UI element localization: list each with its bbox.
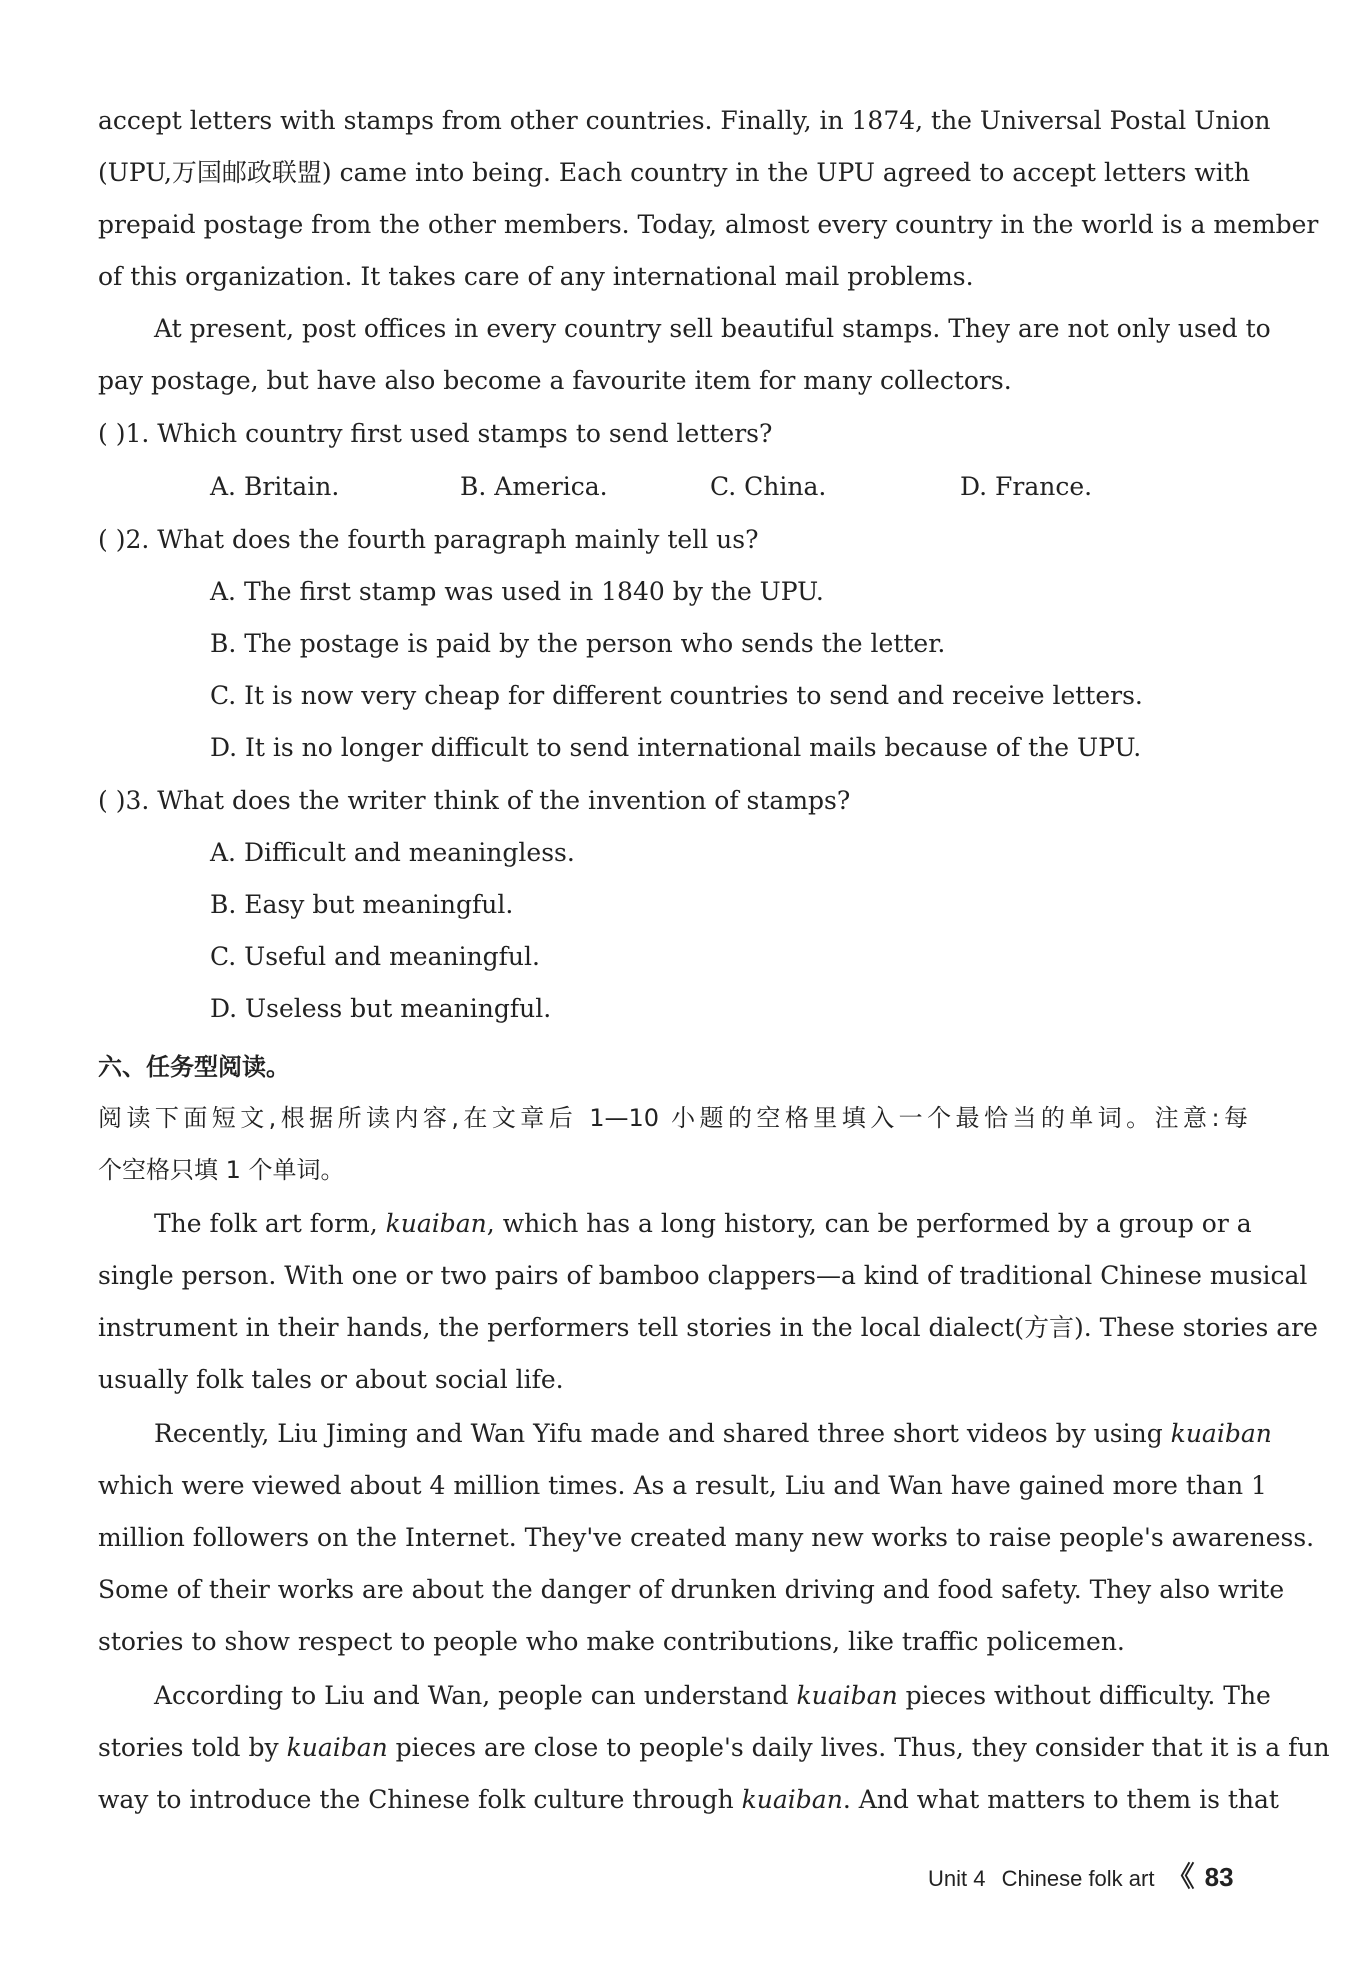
option-d: D. France. bbox=[960, 472, 1093, 501]
option-b: B. America. bbox=[460, 472, 608, 501]
answer-bracket[interactable]: ( ) bbox=[98, 419, 126, 448]
kuaiban-term: kuaiban bbox=[796, 1681, 898, 1710]
passage2-line: single person. With one or two pairs of bamboo clappers—a kind of traditional Chinese musical bbox=[98, 1261, 1308, 1290]
answer-bracket[interactable]: ( ) bbox=[98, 786, 126, 815]
passage1-line: (UPU,万国邮政联盟) came into being. Each country in the UPU agreed to accept letters with bbox=[98, 158, 1250, 187]
option-c: C. It is now very cheap for different countries to send and receive letters. bbox=[210, 681, 1143, 710]
passage2-line: usually folk tales or about social life. bbox=[98, 1365, 564, 1394]
question-stem: 1. Which country first used stamps to send letters? bbox=[125, 419, 773, 448]
passage2-line: which were viewed about 4 million times. As a result, Liu and Wan have gained more than 1 bbox=[98, 1471, 1267, 1500]
option-b: B. Easy but meaningful. bbox=[210, 890, 514, 919]
passage2-line: way to introduce the Chinese folk culture through kuaiban. And what matters to them is that bbox=[98, 1785, 1279, 1814]
passage2-line: stories to show respect to people who make contributions, like traffic policemen. bbox=[98, 1627, 1125, 1656]
passage2-line: instrument in their hands, the performers tell stories in the local dialect(方言). These stories are bbox=[98, 1313, 1318, 1342]
passage2-line: stories told by kuaiban pieces are close to people's daily lives. Thus, they consider that it is a fun bbox=[98, 1733, 1330, 1762]
passage2-line: The folk art form, kuaiban, which has a long history, can be performed by a group or a bbox=[154, 1209, 1252, 1238]
option-d: D. It is no longer difficult to send international mails because of the UPU. bbox=[210, 733, 1142, 762]
question-stem: 3. What does the writer think of the invention of stamps? bbox=[125, 786, 851, 815]
option-c: C. Useful and meaningful. bbox=[210, 942, 540, 971]
passage1-line: pay postage, but have also become a favourite item for many collectors. bbox=[98, 366, 1012, 395]
option-a: A. Britain. bbox=[210, 472, 340, 501]
option-c: C. China. bbox=[710, 472, 827, 501]
footer-title: Chinese folk art bbox=[1001, 1866, 1155, 1891]
option-d: D. Useless but meaningful. bbox=[210, 994, 552, 1023]
passage2-line: Some of their works are about the danger of drunken driving and food safety. They also write bbox=[98, 1575, 1285, 1604]
page-number: 83 bbox=[1204, 1862, 1234, 1892]
passage2-line: Recently, Liu Jiming and Wan Yifu made and shared three short videos by using kuaiban bbox=[154, 1419, 1272, 1448]
section-instruction: 阅读下面短文,根据所读内容,在文章后 1—10 小题的空格里填入一个最恰当的单词。注意:每 bbox=[98, 1104, 1248, 1132]
passage1-line: accept letters with stamps from other countries. Finally, in 1874, the Universal Postal Union bbox=[98, 106, 1271, 135]
question-1 bbox=[98, 417, 772, 451]
question-stem: 2. What does the fourth paragraph mainly tell us? bbox=[125, 525, 759, 554]
footer-unit: Unit 4 bbox=[928, 1866, 986, 1891]
kuaiban-term: kuaiban bbox=[286, 1733, 388, 1762]
answer-bracket[interactable]: ( ) bbox=[98, 525, 126, 554]
kuaiban-term: kuaiban bbox=[741, 1785, 843, 1814]
kuaiban-term: kuaiban bbox=[385, 1209, 487, 1238]
section-title: 六、任务型阅读。 bbox=[98, 1053, 290, 1081]
section-instruction: 个空格只填 1 个单词。 bbox=[98, 1156, 345, 1184]
question-2 bbox=[98, 523, 759, 557]
passage2-line: million followers on the Internet. They've created many new works to raise people's awareness. bbox=[98, 1523, 1315, 1552]
page-footer bbox=[928, 1860, 1268, 1896]
option-b: B. The postage is paid by the person who sends the letter. bbox=[210, 629, 946, 658]
passage1-line: prepaid postage from the other members. Today, almost every country in the world is a member bbox=[98, 210, 1319, 239]
option-a: A. Difficult and meaningless. bbox=[210, 838, 575, 867]
chevron-left-icon: 《 bbox=[1166, 1861, 1195, 1892]
passage2-line: According to Liu and Wan, people can understand kuaiban pieces without difficulty. The bbox=[154, 1681, 1271, 1710]
passage1-line: of this organization. It takes care of any international mail problems. bbox=[98, 262, 974, 291]
kuaiban-term: kuaiban bbox=[1170, 1419, 1272, 1448]
passage1-line: At present, post offices in every country sell beautiful stamps. They are not only used to bbox=[154, 314, 1271, 343]
option-a: A. The first stamp was used in 1840 by the UPU. bbox=[210, 577, 824, 606]
question-3 bbox=[98, 784, 850, 818]
